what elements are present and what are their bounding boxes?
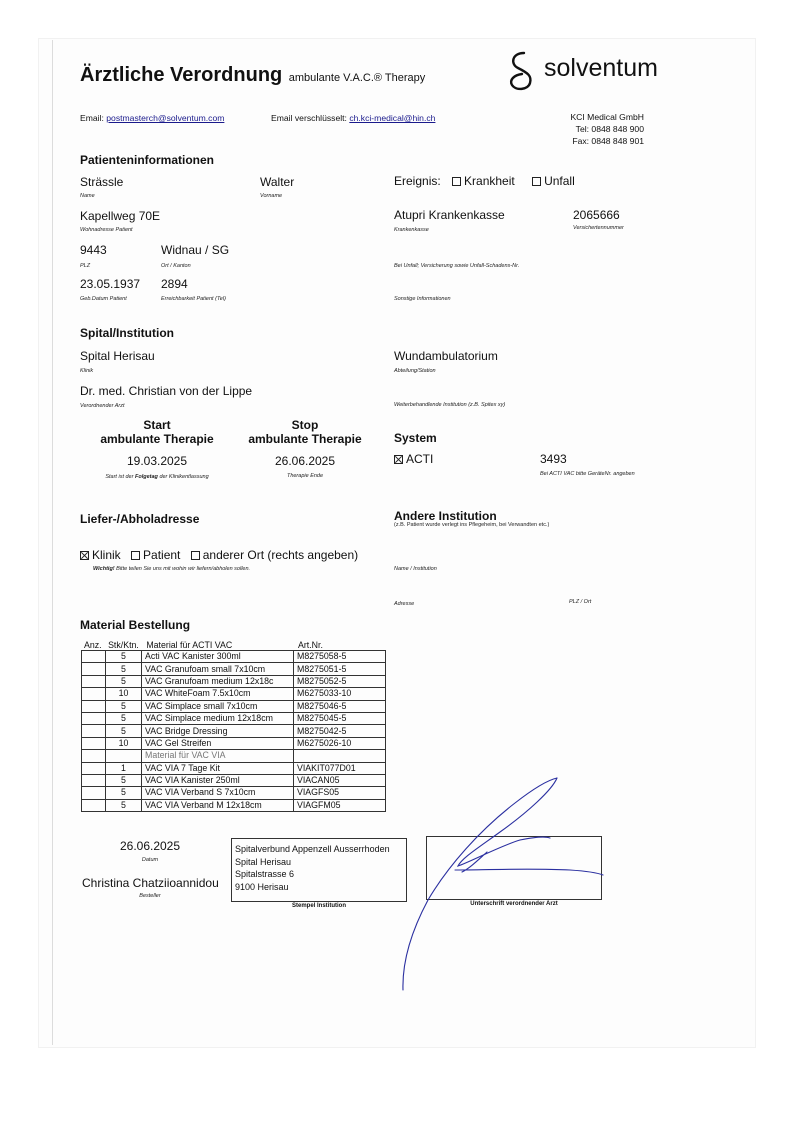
- article-number-cell: M8275052-5: [294, 675, 386, 687]
- document-subtitle: ambulante V.A.C.® Therapy: [288, 72, 426, 84]
- material-section-title: Material Bestellung: [80, 618, 191, 632]
- stop-title-line1: Stop: [291, 418, 319, 432]
- material-name-cell: VAC Gel Streifen: [142, 737, 294, 749]
- delivery-other-label: anderer Ort (rechts angeben): [202, 548, 359, 562]
- patient-plz: 9443: [80, 243, 107, 257]
- delivery-note-bold: Wichtig!: [93, 566, 115, 572]
- patient-address-label: Wohnadresse Patient: [80, 227, 133, 233]
- article-number-cell: VIAKIT077D01: [294, 762, 386, 774]
- system-section-title: System: [394, 431, 437, 445]
- unfall-label: Unfall: [544, 174, 575, 188]
- material-name-cell: VAC Bridge Dressing: [142, 725, 294, 737]
- other-institution-title: Andere Institution: [394, 509, 497, 523]
- article-number-cell: M8275046-5: [294, 700, 386, 712]
- header-stk: Stk/Ktn.: [108, 640, 139, 650]
- klinik-label: Klinik: [80, 368, 94, 374]
- material-name-cell: VAC Granufoam small 7x10cm: [142, 663, 294, 675]
- acti-label: ACTI: [406, 452, 434, 466]
- article-number-cell: VIACAN05: [294, 774, 386, 786]
- krankheit-label: Krankheit: [464, 174, 515, 188]
- device-number-note: Bei ACTI VAC bitte GeräteNr. angeben: [540, 471, 635, 477]
- material-name-cell: VAC Simplace medium 12x18cm: [142, 712, 294, 724]
- material-name-cell: Material für VAC VIA: [142, 750, 294, 762]
- stamp-line-2: Spital Herisau: [235, 856, 292, 867]
- encrypted-email-link[interactable]: ch.kci-medical@hin.ch: [349, 113, 436, 123]
- email-link[interactable]: postmasterch@solventum.com: [106, 113, 225, 123]
- start-note-2: der Klinikentlassung: [159, 474, 209, 480]
- header-anz: Anz.: [84, 640, 102, 650]
- article-number-cell: M8275045-5: [294, 712, 386, 724]
- start-title-line2: ambulante Therapie: [100, 432, 214, 446]
- spital-section-title: Spital/Institution: [80, 326, 174, 340]
- other-institution-address-label: Adresse: [394, 601, 415, 607]
- article-number-cell: M8275051-5: [294, 663, 386, 675]
- email-label: Email:: [80, 113, 104, 123]
- pack-cell: 10: [106, 737, 142, 749]
- material-name-cell: VAC WhiteFoam 7.5x10cm: [142, 688, 294, 700]
- pack-cell: 5: [106, 663, 142, 675]
- article-number-cell: M8275058-5: [294, 651, 386, 663]
- order-date: 26.06.2025: [119, 839, 181, 853]
- arzt-value: Dr. med. Christian von der Lippe: [80, 384, 253, 398]
- article-number-cell: M6275026-10: [294, 737, 386, 749]
- besteller-label: Besteller: [139, 893, 161, 899]
- material-name-cell: VAC VIA 7 Tage Kit: [142, 762, 294, 774]
- patient-address: Kapellweg 70E: [80, 209, 161, 223]
- patient-dob: 23.05.1937: [80, 277, 141, 291]
- article-number-cell: M6275033-10: [294, 688, 386, 700]
- stop-date: 26.06.2025: [274, 454, 336, 468]
- material-name-cell: Acti VAC Kanister 300ml: [142, 651, 294, 663]
- start-note-1: Start ist der: [105, 474, 134, 480]
- abteilung-label: Abteilung/Station: [394, 368, 436, 374]
- krankenkasse-label: Krankenkasse: [394, 227, 429, 233]
- document-title: Ärztliche Verordnung: [80, 64, 283, 86]
- header-artnr: Art.Nr.: [298, 640, 323, 650]
- pack-cell: 5: [106, 725, 142, 737]
- other-institution-note: (z.B. Patient wurde verlegt ins Pflegeheim, bei Verwandten etc.): [394, 522, 550, 528]
- weiterbehandlung-label: Weiterbehandlende Institution (z.B. Spitex xy): [394, 402, 506, 408]
- patient-ort: Widnau / SG: [161, 243, 230, 257]
- klinik-value: Spital Herisau: [80, 349, 155, 363]
- pack-cell: 5: [106, 700, 142, 712]
- article-number-cell: M8275042-5: [294, 725, 386, 737]
- pack-cell: 5: [106, 675, 142, 687]
- material-name-cell: VAC Simplace small 7x10cm: [142, 700, 294, 712]
- stamp-line-4: 9100 Herisau: [235, 881, 289, 892]
- pack-cell: 5: [106, 799, 142, 811]
- arzt-label: Verordnender Arzt: [80, 403, 125, 409]
- patient-ort-label: Ort / Kanton: [161, 263, 191, 269]
- stamp-label: Stempel Institution: [292, 903, 346, 909]
- company-fax: Fax: 0848 848 901: [572, 136, 644, 146]
- other-institution-plz-label: PLZ / Ort: [569, 599, 592, 605]
- order-date-label: Datum: [141, 857, 159, 863]
- material-name-cell: VAC VIA Kanister 250ml: [142, 774, 294, 786]
- material-name-cell: VAC Granufoam medium 12x18c: [142, 675, 294, 687]
- krankenkasse: Atupri Krankenkasse: [394, 208, 505, 222]
- material-name-cell: VAC VIA Verband M 12x18cm: [142, 799, 294, 811]
- pack-cell: 5: [106, 651, 142, 663]
- patient-vorname: Walter: [260, 175, 295, 189]
- start-date: 19.03.2025: [126, 454, 188, 468]
- besteller-name: Christina Chatziioannidou: [82, 876, 219, 890]
- pack-cell: 10: [106, 688, 142, 700]
- device-number: 3493: [540, 452, 567, 466]
- article-number-cell: VIAGFM05: [294, 799, 386, 811]
- signature-label: Unterschrift verordnender Arzt: [470, 901, 558, 907]
- pack-cell: 5: [106, 712, 142, 724]
- company-name: KCI Medical GmbH: [570, 112, 644, 122]
- sonstige-label: Sonstige Informationen: [394, 296, 451, 302]
- stop-label: Therapie Ende: [286, 473, 324, 479]
- delivery-note-text: Bitte teilen Sie uns mit wohin wir liefern/abholen sollen.: [116, 566, 251, 572]
- patient-phone: 2894: [161, 277, 188, 291]
- pack-cell: 1: [106, 762, 142, 774]
- event-label: Ereignis:: [394, 174, 441, 188]
- patient-name-label: Name: [80, 193, 95, 199]
- header-material: Material für ACTI VAC: [146, 640, 233, 650]
- patient-vorname-label: Vorname: [260, 193, 283, 199]
- abteilung-value: Wundambulatorium: [394, 349, 498, 363]
- company-tel: Tel: 0848 848 900: [575, 124, 644, 134]
- start-note-bold: Folgetag: [134, 474, 158, 480]
- material-name-cell: VAC VIA Verband S 7x10cm: [142, 787, 294, 799]
- delivery-patient-label: Patient: [143, 548, 181, 562]
- patient-phone-label: Erreichbarkeit Patient (Tel): [161, 296, 226, 302]
- versichertennummer: 2065666: [573, 208, 620, 222]
- unfall-info-label: Bei Unfall; Versicherung sowie Unfall-Schadens-Nr.: [394, 263, 520, 269]
- versichertennummer-label: Versichertennummer: [573, 225, 624, 231]
- logo-text: solventum: [544, 54, 658, 82]
- article-number-cell: VIAGFS05: [294, 787, 386, 799]
- start-title-line1: Start: [143, 418, 171, 432]
- patient-plz-label: PLZ: [80, 263, 91, 269]
- stamp-line-1: Spitalverbund Appenzell Ausserrhoden: [235, 844, 390, 854]
- encrypted-email-label: Email verschlüsselt:: [271, 113, 347, 123]
- patient-dob-label: Geb.Datum Patient: [80, 296, 127, 302]
- delivery-klinik-label: Klinik: [92, 548, 121, 562]
- patient-section-title: Patienteninformationen: [80, 153, 215, 167]
- pack-cell: 5: [106, 787, 142, 799]
- other-institution-name-label: Name / Institution: [394, 566, 437, 572]
- patient-name: Strässle: [80, 175, 124, 189]
- stop-title-line2: ambulante Therapie: [248, 432, 362, 446]
- stamp-line-3: Spitalstrasse 6: [235, 869, 295, 879]
- pack-cell: 5: [106, 774, 142, 786]
- delivery-section-title: Liefer-/Abholadresse: [80, 512, 200, 526]
